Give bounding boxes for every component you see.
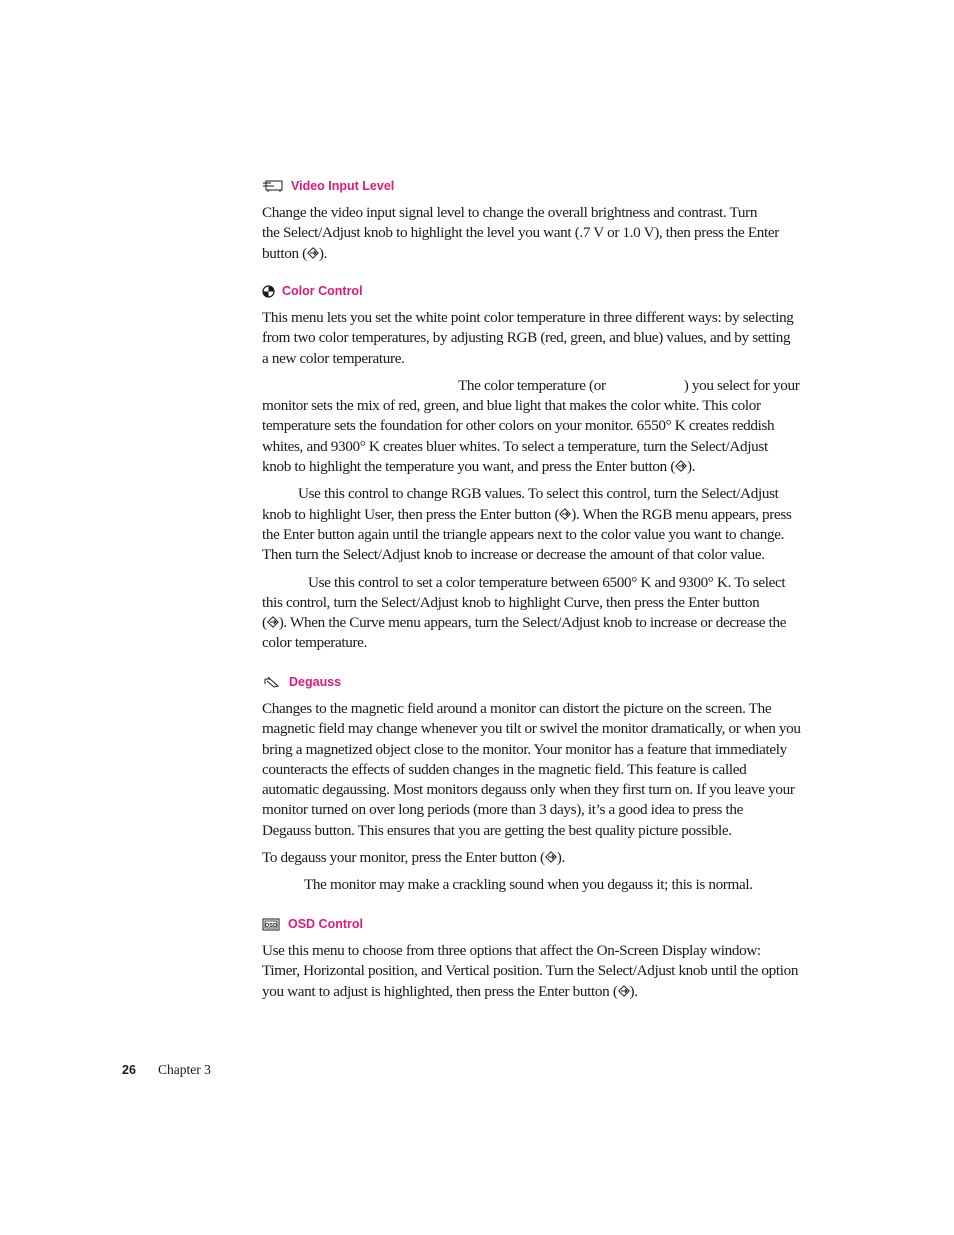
video-input-section — [262, 178, 807, 264]
degauss-note — [262, 875, 807, 895]
osd-control-section — [262, 916, 807, 1002]
paragraph-line: Use this control to set a color temperature between 6500° K and 9300° K. To select — [308, 573, 786, 591]
enter-button-icon — [545, 851, 557, 863]
paragraph-line: monitor turned on over long periods (more than 3 days), it’s a good idea to press the — [262, 801, 744, 819]
video-input-body — [262, 203, 807, 264]
video-input-title: Video Input Level — [291, 179, 395, 193]
paragraph-line: this control, turn the Select/Adjust knob to highlight Curve, then press the Enter button — [262, 593, 760, 611]
osd-control-icon — [262, 918, 281, 931]
chapter-label: Chapter 3 — [158, 1062, 211, 1077]
paragraph-line: knob to highlight the temperature you want, and press the Enter button ( ). — [262, 458, 696, 476]
enter-button-icon — [675, 460, 687, 472]
user-control-paragraph — [262, 484, 807, 565]
paragraph-line: knob to highlight User, then press the Enter button ( ). When the RGB menu appears, press — [262, 505, 792, 523]
paragraph-line: ( ). When the Curve menu appears, turn the Select/Adjust knob to increase or decrease the — [262, 614, 787, 632]
paragraph-line: counteracts the effects of sudden changes in the magnetic field. This feature is called — [262, 760, 747, 778]
paragraph-line: monitor sets the mix of red, green, and blue light that makes the color white. This color — [262, 397, 761, 415]
paragraph-line: Then turn the Select/Adjust knob to increase or decrease the amount of that color value. — [262, 546, 765, 564]
osd-control-body — [262, 941, 807, 1002]
paragraph-line: magnetic field may change whenever you tilt or swivel the monitor dramatically, or when you — [262, 720, 801, 738]
degauss-body — [262, 699, 807, 841]
color-control-heading — [262, 283, 807, 299]
paragraph-line: The color temperature (or ) you select for your — [458, 376, 800, 394]
paragraph-line: To degauss your monitor, press the Enter button ( ). — [262, 849, 565, 867]
color-control-title: Color Control — [282, 284, 363, 298]
paragraph-line: the Select/Adjust knob to highlight the level you want (.7 V or 1.0 V), then press the Enter — [262, 224, 779, 242]
video-input-icon — [262, 179, 284, 193]
paragraph-line: Degauss button. This ensures that you are getting the best quality picture possible. — [262, 821, 732, 839]
osd-control-title: OSD Control — [288, 917, 363, 931]
paragraph-line: automatic degaussing. Most monitors degauss only when they first turn on. If you leave your — [262, 781, 795, 799]
paragraph-line: temperature sets the foundation for other colors on your monitor. 6550° K creates reddish — [262, 417, 775, 435]
paragraph-line: Change the video input signal level to change the overall brightness and contrast. Turn — [262, 204, 758, 221]
paragraph-line: a new color temperature. — [262, 349, 405, 367]
paragraph-line: color temperature. — [262, 634, 368, 652]
paragraph-line: you want to adjust is highlighted, then press the Enter button ( ). — [262, 982, 638, 1000]
enter-button-icon — [618, 985, 630, 997]
degauss-section — [262, 674, 807, 896]
page-number: 26 — [122, 1063, 136, 1077]
paragraph-line: Use this menu to choose from three options that affect the On-Screen Display window: — [262, 942, 761, 959]
paragraph-line: from two color temperatures, by adjusting RGB (red, green, and blue) values, and by setting — [262, 329, 791, 347]
paragraph-line: This menu lets you set the white point color temperature in three different ways: by selecting — [262, 309, 794, 326]
enter-button-icon — [307, 247, 319, 259]
video-input-heading — [262, 178, 807, 194]
color-control-icon — [262, 285, 275, 298]
paragraph-line: Timer, Horizontal position, and Vertical position. Turn the Select/Adjust knob until the option — [262, 962, 799, 980]
paragraph-line: button ( ). — [262, 244, 328, 262]
degauss-heading — [262, 674, 807, 690]
degauss-instruction — [262, 848, 807, 868]
paragraph-line: the Enter button again until the triangle appears next to the color value you want to change. — [262, 525, 785, 543]
paragraph-line: The monitor may make a crackling sound when you degauss it; this is normal. — [304, 876, 753, 894]
color-control-section — [262, 283, 807, 654]
osd-control-heading — [262, 916, 807, 932]
enter-button-icon — [559, 508, 571, 520]
paragraph-line: Changes to the magnetic field around a monitor can distort the picture on the screen. The — [262, 700, 772, 717]
svg-text:OSD: OSD — [265, 922, 277, 929]
page-footer — [122, 1062, 211, 1078]
color-control-intro — [262, 308, 807, 369]
degauss-title: Degauss — [289, 675, 342, 689]
curve-control-paragraph — [262, 573, 807, 654]
degauss-icon — [262, 675, 282, 689]
paragraph-line: Use this control to change RGB values. To select this control, turn the Select/Adjust — [298, 485, 779, 503]
paragraph-line: bring a magnetized object close to the monitor. Your monitor has a feature that immediately — [262, 740, 787, 758]
color-temperature-paragraph — [262, 376, 807, 477]
enter-button-icon — [267, 616, 279, 628]
paragraph-line: whites, and 9300° K creates bluer whites. To select a temperature, turn the Select/Adjust — [262, 437, 768, 455]
